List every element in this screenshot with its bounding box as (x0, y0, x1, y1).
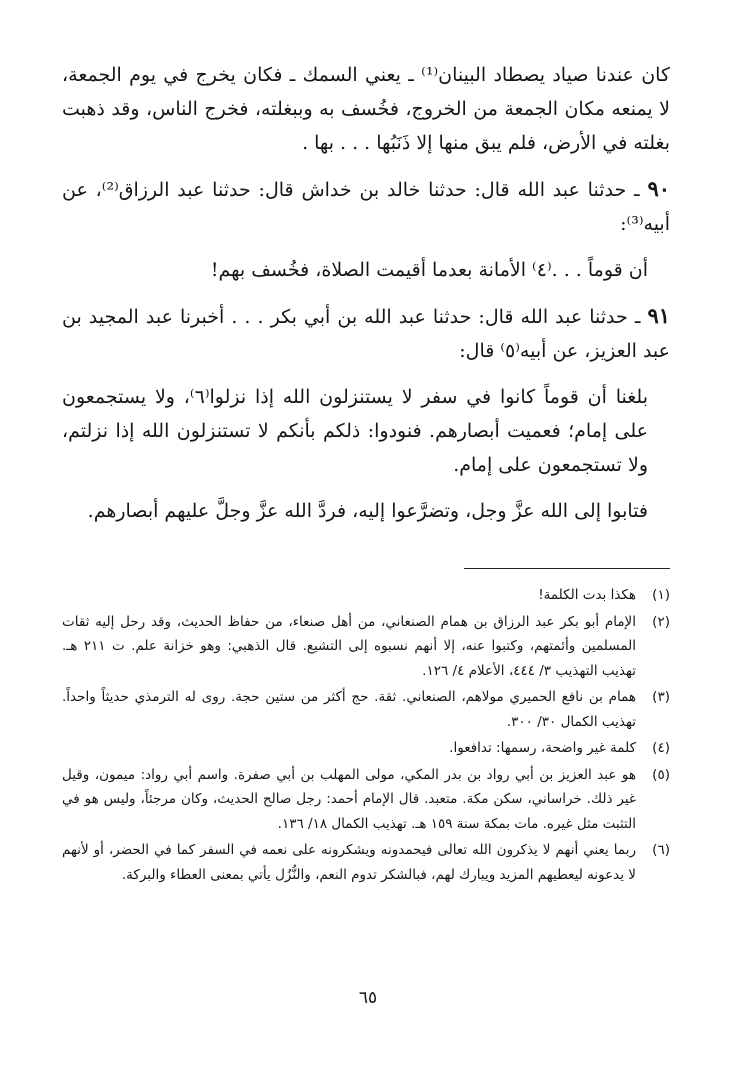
hadith-90-number: ٩٠ (647, 176, 671, 201)
hadith-91-text-2: فتابوا إلى الله عزَّ وجل، وتضرَّعوا إليه، فردَّ الله عزَّ وجلَّ عليهم أبصارهم. (87, 500, 648, 522)
paragraph-1: كان عندنا صياد يصطاد البينان⁽¹⁾ ـ يعني السمك ـ فكان يخرج في يوم الجمعة، لا يمنعه مكان الجمعة من الخروج، فخُسف به وببغلته، فخرج الناس، وقد ذهبت بغلته في الأرض، فلم يبق منها إلا ذَنَبُها . . . بها . (62, 64, 670, 154)
hadith-91-chain: ـ حدثنا عبد الله قال: حدثنا عبد الله بن أبي بكر . . . أخبرنا عبد المجيد بن عبد العزيز، عن أبيه⁽٥⁾ قال: (62, 306, 670, 362)
footnote (62, 736, 670, 761)
footnote-text: الإمام أبو بكر عبد الرزاق بن همام الصنعاني، من أهل صنعاء، من حفاظ الحديث، وقد رحل إليه ثقات المسلمين وأئمتهم، وكتبوا عنه، إلا أنهم نسبوه إلى التشيع. قال الذهبي: وهو خزانة علم. ت ٢١١ هـ. تهذيب التهذيب ٣/ ٤٤٤، الأعلام ٤/ ١٢٦. (62, 613, 636, 679)
footnote-text: همام بن نافع الحميري مولاهم، الصنعاني. ثقة. حج أكثر من ستين حجة. روى له الترمذي حديثاً واحداً. تهذيب الكمال ٣٠/ ٣٠٠. (62, 689, 636, 730)
footnote (62, 583, 670, 608)
footnote-number: (٥) (652, 766, 670, 783)
footnotes (62, 583, 670, 887)
footnote-text: هكذا بدت الكلمة! (538, 587, 636, 603)
footnote-number: (٤) (652, 740, 670, 756)
footnote (62, 685, 670, 734)
footnote (62, 763, 670, 837)
footnote-text: هو عبد العزيز بن أبي رواد بن بدر المكي، مولى المهلب بن أبي صفرة. واسم أبي رواد: ميمون، وقيل غير ذلك. خراساني، سكن مكة. متعبد. قال الإمام أحمد: رجل صالح الحديث، وكان مرجئاً، وليس هو في التثبت مثل غيره. مات بمكة سنة ١٥٩ هـ. تهذيب الكمال ١٨/ ١٣٦. (62, 766, 636, 832)
footnote-number: (١) (652, 587, 670, 603)
footnote (62, 838, 670, 887)
main-text (62, 58, 670, 528)
hadith-91-isnad (62, 299, 670, 368)
footnote-text: ربما يعني أنهم لا يذكرون الله تعالى فيحمدونه ويشكرونه على نعمه في السفر كما في الحضر، أو لأنهم لا يدعونه ليعطيهم المزيد ويبارك لهم، فبالشكر تدوم النعم، والنُّزُل يأتي بمعنى العطاء والبركة. (62, 842, 636, 883)
footnote-number: (٦) (652, 842, 670, 858)
hadith-90-text: أن قوماً . . .⁽٤⁾ الأمانة بعدما أقيمت الصلاة، فخُسف بهم! (210, 259, 648, 281)
hadith-90-chain: ـ حدثنا عبد الله قال: حدثنا خالد بن خداش قال: حدثنا عبد الرزاق⁽²⁾، عن أبيه⁽³⁾: (62, 179, 670, 235)
footnote-number: (٢) (652, 613, 670, 630)
page-number: ٦٥ (358, 988, 378, 1008)
footnote-text: كلمة غير واضحة، رسمها: تدافعوا. (449, 740, 636, 756)
hadith-91-text-1: بلغنا أن قوماً كانوا في سفر لا يستنزلون الله إذا نزلوا⁽٦⁾، ولا يستجمعون على إمام؛ فعميت أبصارهم. فنودوا: ذلكم بأنكم لا تستنزلون الله إذا نزلتم، ولا تستجمعون على إمام. (62, 386, 649, 476)
hadith-90-isnad (62, 172, 670, 241)
footnote-number: (٣) (652, 689, 670, 705)
footnote-divider (464, 568, 670, 569)
footnote (62, 610, 670, 684)
hadith-91-number: ٩١ (647, 303, 670, 328)
